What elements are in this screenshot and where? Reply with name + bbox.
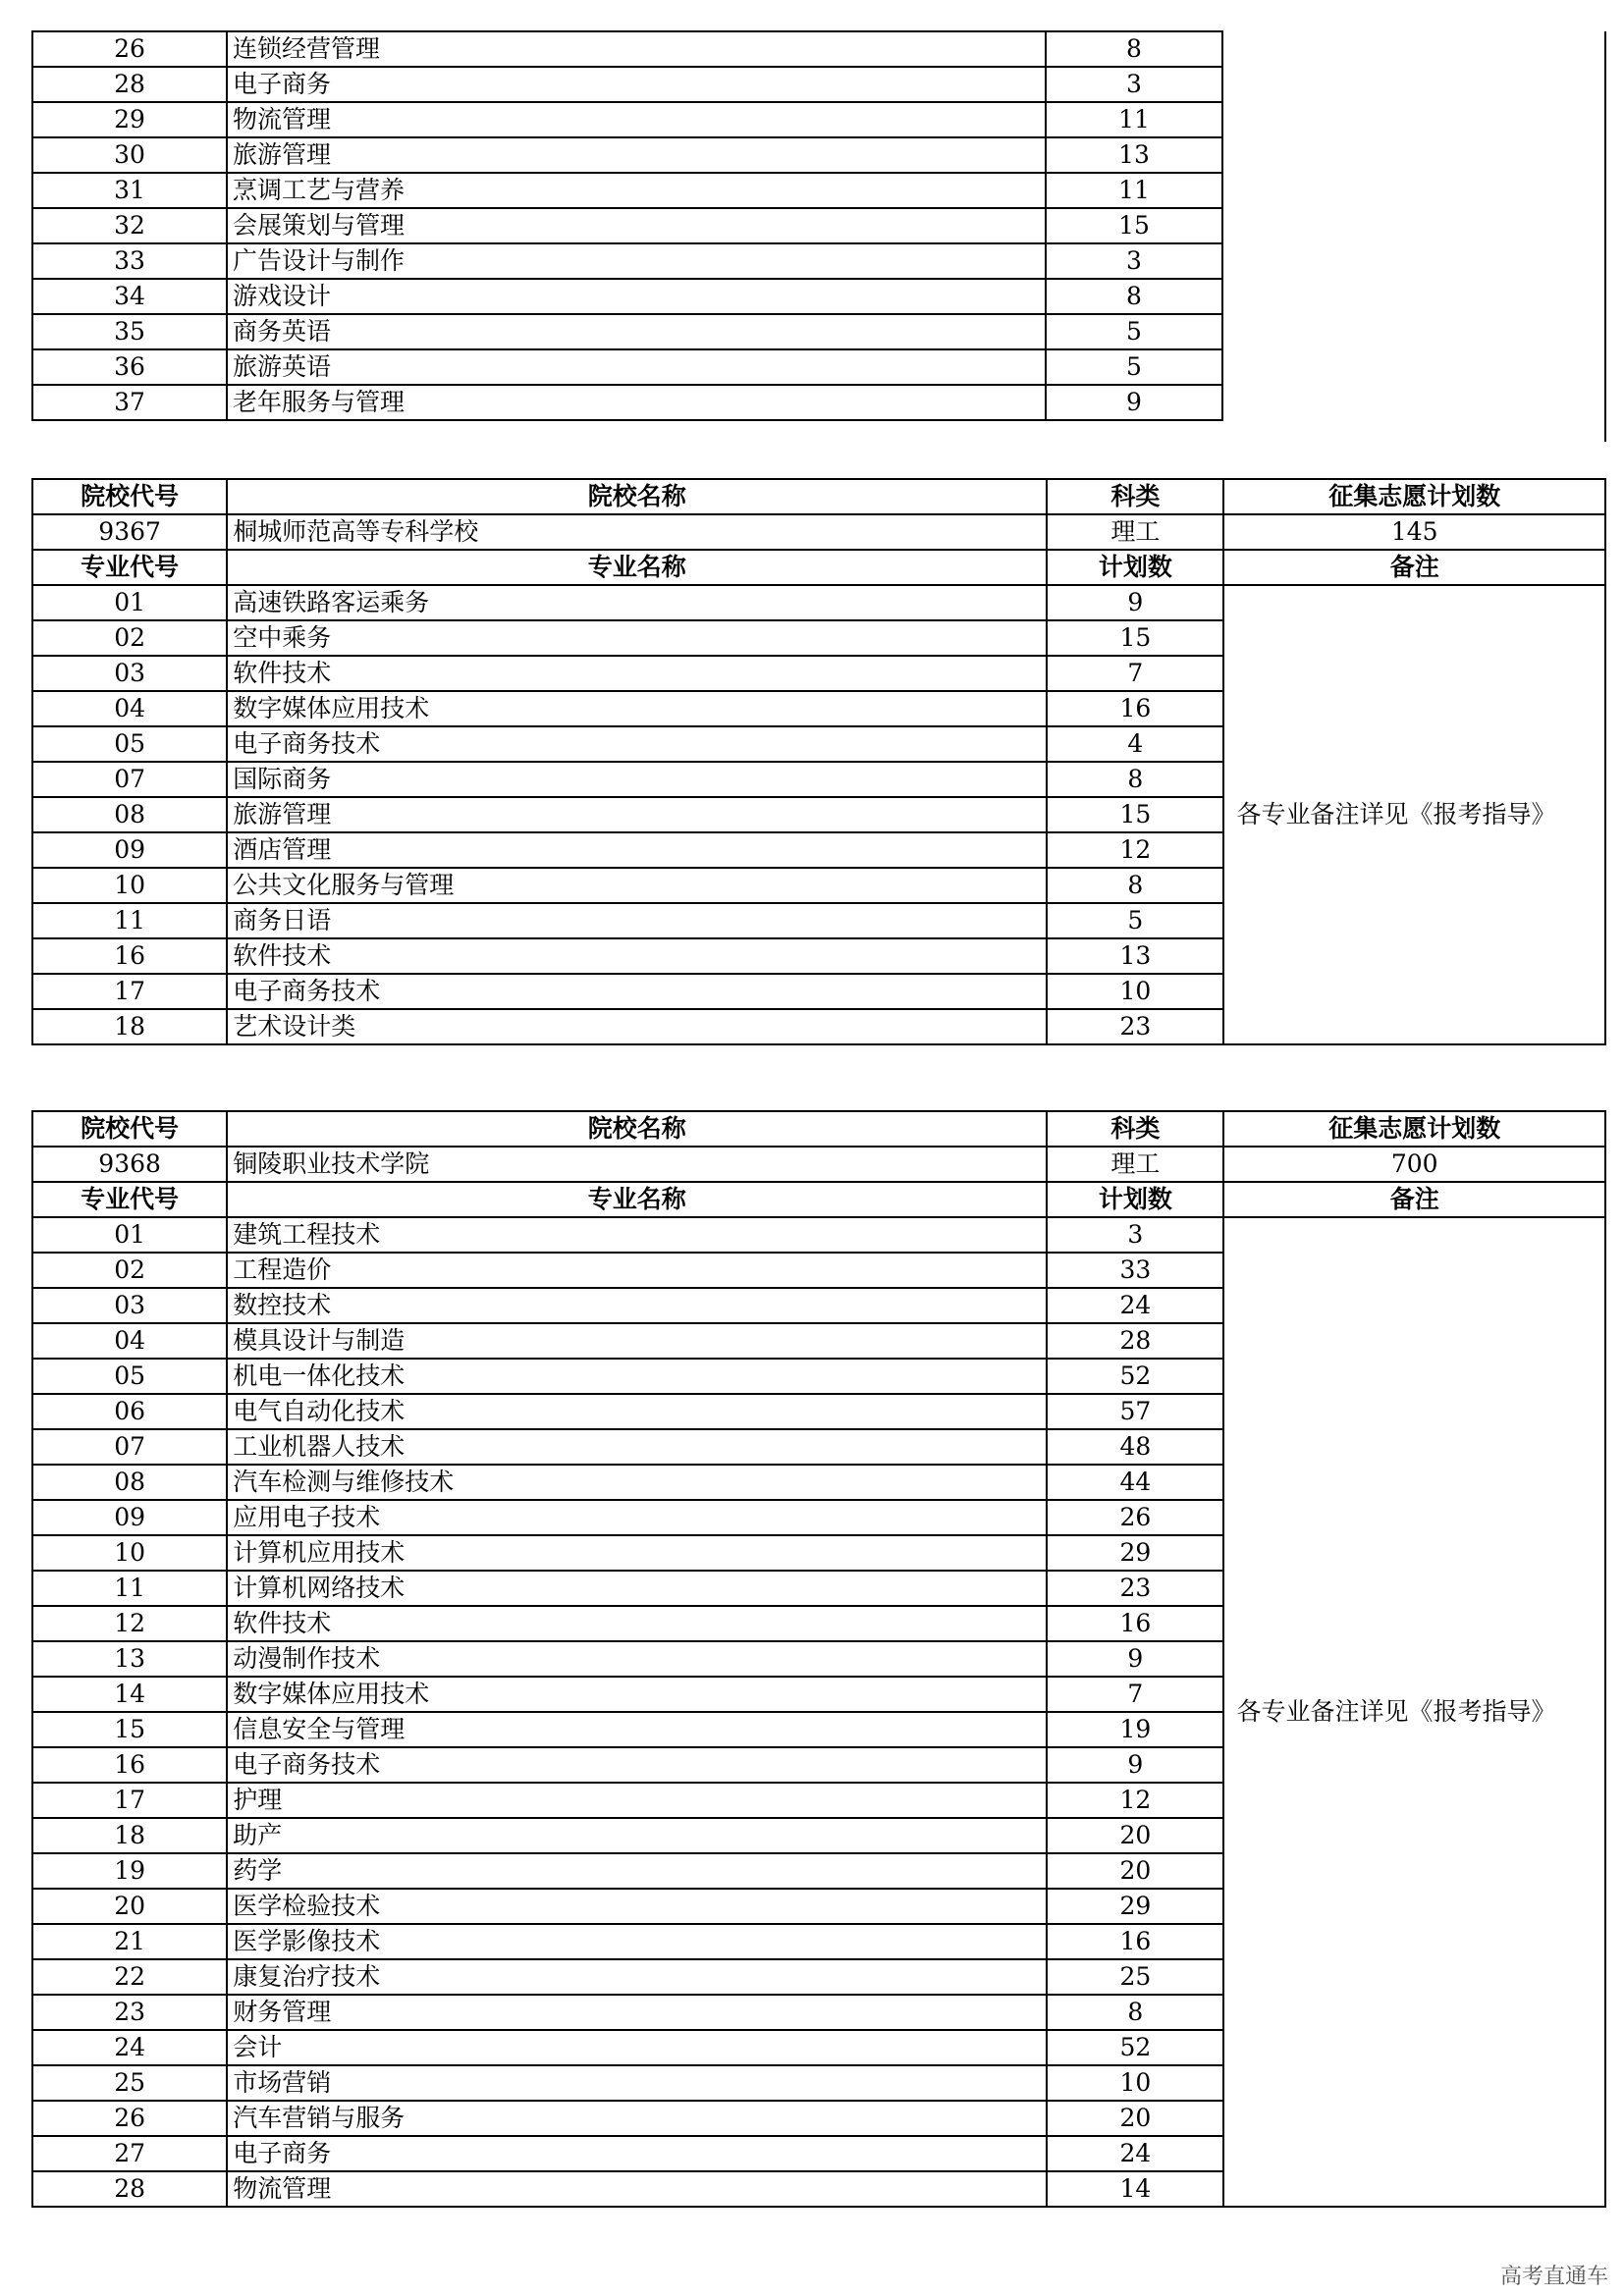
table-row bbox=[32, 102, 1222, 137]
header-category: 科类 bbox=[1047, 479, 1223, 514]
major-name: 药学 bbox=[227, 1853, 1047, 1889]
header-total-plan: 征集志愿计划数 bbox=[1223, 1111, 1605, 1147]
major-code: 21 bbox=[32, 1924, 227, 1959]
major-plan: 28 bbox=[1047, 1323, 1223, 1359]
table-row bbox=[32, 349, 1222, 385]
major-plan: 11 bbox=[1046, 102, 1222, 137]
major-code: 37 bbox=[32, 385, 227, 420]
header-remark: 备注 bbox=[1223, 1182, 1605, 1217]
major-name: 电子商务技术 bbox=[227, 974, 1047, 1009]
major-code: 24 bbox=[32, 2030, 227, 2065]
table-row bbox=[32, 585, 1605, 620]
major-name: 建筑工程技术 bbox=[227, 1217, 1047, 1253]
major-plan: 33 bbox=[1047, 1253, 1223, 1288]
major-name: 烹调工艺与营养 bbox=[227, 173, 1046, 208]
major-plan: 9 bbox=[1046, 385, 1222, 420]
major-plan: 16 bbox=[1047, 691, 1223, 726]
major-plan: 8 bbox=[1047, 1995, 1223, 2030]
major-header-row bbox=[32, 550, 1605, 585]
major-name: 软件技术 bbox=[227, 656, 1047, 691]
major-plan: 24 bbox=[1047, 2136, 1223, 2171]
major-plan: 26 bbox=[1047, 1500, 1223, 1535]
major-code: 17 bbox=[32, 1783, 227, 1818]
major-code: 02 bbox=[32, 620, 227, 656]
major-code: 35 bbox=[32, 314, 227, 349]
major-plan: 8 bbox=[1047, 868, 1223, 903]
major-name: 电子商务技术 bbox=[227, 726, 1047, 762]
major-code: 18 bbox=[32, 1009, 227, 1044]
major-code: 11 bbox=[32, 903, 227, 938]
school-table-9368 bbox=[31, 1110, 1606, 2208]
major-code: 03 bbox=[32, 656, 227, 691]
school-name: 桐城师范高等专科学校 bbox=[227, 514, 1047, 550]
table-row bbox=[32, 31, 1222, 67]
major-name: 动漫制作技术 bbox=[227, 1641, 1047, 1677]
major-name: 商务日语 bbox=[227, 903, 1047, 938]
major-code: 12 bbox=[32, 1606, 227, 1641]
major-name: 电子商务 bbox=[227, 2136, 1047, 2171]
header-category: 科类 bbox=[1047, 1111, 1223, 1147]
major-code: 09 bbox=[32, 1500, 227, 1535]
major-plan: 23 bbox=[1047, 1009, 1223, 1044]
major-plan: 8 bbox=[1047, 762, 1223, 797]
major-code: 07 bbox=[32, 1429, 227, 1465]
table-row bbox=[32, 67, 1222, 102]
major-name: 高速铁路客运乘务 bbox=[227, 585, 1047, 620]
major-code: 18 bbox=[32, 1818, 227, 1853]
major-plan: 5 bbox=[1046, 314, 1222, 349]
major-name: 电子商务技术 bbox=[227, 1747, 1047, 1783]
major-name: 老年服务与管理 bbox=[227, 385, 1046, 420]
major-code: 09 bbox=[32, 832, 227, 868]
school-code: 9368 bbox=[32, 1147, 227, 1182]
continued-table-body bbox=[32, 31, 1222, 420]
major-name: 信息安全与管理 bbox=[227, 1712, 1047, 1747]
major-code: 01 bbox=[32, 1217, 227, 1253]
header-major-name: 专业名称 bbox=[227, 550, 1047, 585]
school-total-plan: 145 bbox=[1223, 514, 1605, 550]
major-code: 05 bbox=[32, 1359, 227, 1394]
major-code: 04 bbox=[32, 691, 227, 726]
major-name: 广告设计与制作 bbox=[227, 243, 1046, 279]
major-name: 物流管理 bbox=[227, 2171, 1047, 2207]
major-plan: 8 bbox=[1046, 31, 1222, 67]
major-name: 机电一体化技术 bbox=[227, 1359, 1047, 1394]
major-name: 旅游管理 bbox=[227, 137, 1046, 173]
school-name: 铜陵职业技术学院 bbox=[227, 1147, 1047, 1182]
major-name: 康复治疗技术 bbox=[227, 1959, 1047, 1995]
major-code: 07 bbox=[32, 762, 227, 797]
major-code: 19 bbox=[32, 1853, 227, 1889]
major-plan: 44 bbox=[1047, 1465, 1223, 1500]
major-name: 物流管理 bbox=[227, 102, 1046, 137]
major-name: 会展策划与管理 bbox=[227, 208, 1046, 243]
major-header-row bbox=[32, 1182, 1605, 1217]
major-code: 16 bbox=[32, 938, 227, 974]
header-major-code: 专业代号 bbox=[32, 1182, 227, 1217]
major-name: 连锁经营管理 bbox=[227, 31, 1046, 67]
major-code: 11 bbox=[32, 1571, 227, 1606]
major-plan: 25 bbox=[1047, 1959, 1223, 1995]
major-plan: 7 bbox=[1047, 1677, 1223, 1712]
major-code: 26 bbox=[32, 31, 227, 67]
major-plan: 7 bbox=[1047, 656, 1223, 691]
major-code: 31 bbox=[32, 173, 227, 208]
major-plan: 24 bbox=[1047, 1288, 1223, 1323]
header-school-name: 院校名称 bbox=[227, 1111, 1047, 1147]
major-plan: 5 bbox=[1047, 903, 1223, 938]
major-code: 28 bbox=[32, 2171, 227, 2207]
table-row bbox=[32, 385, 1222, 420]
header-school-code: 院校代号 bbox=[32, 1111, 227, 1147]
major-code: 03 bbox=[32, 1288, 227, 1323]
major-code: 13 bbox=[32, 1641, 227, 1677]
major-name: 汽车检测与维修技术 bbox=[227, 1465, 1047, 1500]
major-code: 08 bbox=[32, 797, 227, 832]
major-plan: 52 bbox=[1047, 1359, 1223, 1394]
major-plan: 5 bbox=[1046, 349, 1222, 385]
major-plan: 13 bbox=[1046, 137, 1222, 173]
major-name: 助产 bbox=[227, 1818, 1047, 1853]
table-row bbox=[32, 208, 1222, 243]
major-plan: 11 bbox=[1046, 173, 1222, 208]
major-code: 33 bbox=[32, 243, 227, 279]
major-name: 旅游管理 bbox=[227, 797, 1047, 832]
major-plan: 52 bbox=[1047, 2030, 1223, 2065]
major-code: 20 bbox=[32, 1889, 227, 1924]
major-list bbox=[32, 1217, 1605, 2207]
school-header-row bbox=[32, 1111, 1605, 1147]
major-name: 计算机网络技术 bbox=[227, 1571, 1047, 1606]
major-plan: 9 bbox=[1047, 585, 1223, 620]
school-code: 9367 bbox=[32, 514, 227, 550]
major-plan: 48 bbox=[1047, 1429, 1223, 1465]
major-name: 会计 bbox=[227, 2030, 1047, 2065]
major-plan: 20 bbox=[1047, 2101, 1223, 2136]
major-plan: 12 bbox=[1047, 832, 1223, 868]
major-name: 工程造价 bbox=[227, 1253, 1047, 1288]
header-plan: 计划数 bbox=[1047, 550, 1223, 585]
source-watermark: 高考直通车 bbox=[1499, 2265, 1608, 2289]
table-row bbox=[32, 243, 1222, 279]
major-plan: 29 bbox=[1047, 1535, 1223, 1571]
major-code: 22 bbox=[32, 1959, 227, 1995]
major-name: 市场营销 bbox=[227, 2065, 1047, 2101]
table-row bbox=[32, 314, 1222, 349]
major-code: 02 bbox=[32, 1253, 227, 1288]
major-plan: 57 bbox=[1047, 1394, 1223, 1429]
major-code: 36 bbox=[32, 349, 227, 385]
major-code: 08 bbox=[32, 1465, 227, 1500]
major-plan: 3 bbox=[1046, 67, 1222, 102]
major-name: 数字媒体应用技术 bbox=[227, 691, 1047, 726]
major-code: 23 bbox=[32, 1995, 227, 2030]
major-plan: 23 bbox=[1047, 1571, 1223, 1606]
major-code: 16 bbox=[32, 1747, 227, 1783]
major-plan: 9 bbox=[1047, 1641, 1223, 1677]
major-plan: 20 bbox=[1047, 1853, 1223, 1889]
major-plan: 29 bbox=[1047, 1889, 1223, 1924]
major-code: 32 bbox=[32, 208, 227, 243]
school-table-9367 bbox=[31, 478, 1606, 1045]
major-plan: 3 bbox=[1047, 1217, 1223, 1253]
major-name: 公共文化服务与管理 bbox=[227, 868, 1047, 903]
continued-major-table bbox=[31, 30, 1223, 421]
major-list bbox=[32, 585, 1605, 1044]
major-plan: 16 bbox=[1047, 1606, 1223, 1641]
school-info-row bbox=[32, 514, 1605, 550]
school-header-row bbox=[32, 479, 1605, 514]
header-major-code: 专业代号 bbox=[32, 550, 227, 585]
major-name: 数控技术 bbox=[227, 1288, 1047, 1323]
table-row bbox=[32, 1217, 1605, 1253]
major-name: 游戏设计 bbox=[227, 279, 1046, 314]
major-code: 10 bbox=[32, 868, 227, 903]
major-name: 软件技术 bbox=[227, 1606, 1047, 1641]
major-plan: 13 bbox=[1047, 938, 1223, 974]
major-plan: 10 bbox=[1047, 974, 1223, 1009]
major-name: 旅游英语 bbox=[227, 349, 1046, 385]
major-plan: 10 bbox=[1047, 2065, 1223, 2101]
major-name: 财务管理 bbox=[227, 1995, 1047, 2030]
major-name: 模具设计与制造 bbox=[227, 1323, 1047, 1359]
major-name: 软件技术 bbox=[227, 938, 1047, 974]
remark-cell: 各专业备注详见《报考指导》 bbox=[1223, 585, 1605, 1044]
header-remark: 备注 bbox=[1223, 550, 1605, 585]
school-category: 理工 bbox=[1047, 514, 1223, 550]
major-name: 工业机器人技术 bbox=[227, 1429, 1047, 1465]
major-name: 电气自动化技术 bbox=[227, 1394, 1047, 1429]
major-plan: 8 bbox=[1046, 279, 1222, 314]
major-code: 15 bbox=[32, 1712, 227, 1747]
major-plan: 14 bbox=[1047, 2171, 1223, 2207]
major-code: 04 bbox=[32, 1323, 227, 1359]
school-info-row bbox=[32, 1147, 1605, 1182]
table-right-border bbox=[1604, 31, 1606, 442]
header-total-plan: 征集志愿计划数 bbox=[1223, 479, 1605, 514]
major-plan: 15 bbox=[1047, 620, 1223, 656]
major-code: 28 bbox=[32, 67, 227, 102]
major-plan: 3 bbox=[1046, 243, 1222, 279]
major-name: 医学影像技术 bbox=[227, 1924, 1047, 1959]
table-row bbox=[32, 137, 1222, 173]
major-code: 25 bbox=[32, 2065, 227, 2101]
school-category: 理工 bbox=[1047, 1147, 1223, 1182]
school-total-plan: 700 bbox=[1223, 1147, 1605, 1182]
major-name: 数字媒体应用技术 bbox=[227, 1677, 1047, 1712]
major-code: 01 bbox=[32, 585, 227, 620]
major-plan: 12 bbox=[1047, 1783, 1223, 1818]
major-plan: 15 bbox=[1046, 208, 1222, 243]
header-plan: 计划数 bbox=[1047, 1182, 1223, 1217]
major-name: 计算机应用技术 bbox=[227, 1535, 1047, 1571]
major-code: 17 bbox=[32, 974, 227, 1009]
major-name: 商务英语 bbox=[227, 314, 1046, 349]
header-major-name: 专业名称 bbox=[227, 1182, 1047, 1217]
header-school-code: 院校代号 bbox=[32, 479, 227, 514]
major-code: 10 bbox=[32, 1535, 227, 1571]
major-plan: 9 bbox=[1047, 1747, 1223, 1783]
major-name: 汽车营销与服务 bbox=[227, 2101, 1047, 2136]
major-plan: 16 bbox=[1047, 1924, 1223, 1959]
major-name: 国际商务 bbox=[227, 762, 1047, 797]
major-name: 应用电子技术 bbox=[227, 1500, 1047, 1535]
major-plan: 15 bbox=[1047, 797, 1223, 832]
major-name: 酒店管理 bbox=[227, 832, 1047, 868]
major-code: 26 bbox=[32, 2101, 227, 2136]
major-name: 艺术设计类 bbox=[227, 1009, 1047, 1044]
major-name: 医学检验技术 bbox=[227, 1889, 1047, 1924]
table-row bbox=[32, 173, 1222, 208]
major-name: 电子商务 bbox=[227, 67, 1046, 102]
major-code: 14 bbox=[32, 1677, 227, 1712]
major-plan: 4 bbox=[1047, 726, 1223, 762]
major-code: 30 bbox=[32, 137, 227, 173]
major-code: 29 bbox=[32, 102, 227, 137]
major-name: 空中乘务 bbox=[227, 620, 1047, 656]
major-name: 护理 bbox=[227, 1783, 1047, 1818]
major-code: 27 bbox=[32, 2136, 227, 2171]
remark-cell: 各专业备注详见《报考指导》 bbox=[1223, 1217, 1605, 2207]
table-row bbox=[32, 279, 1222, 314]
major-plan: 19 bbox=[1047, 1712, 1223, 1747]
header-school-name: 院校名称 bbox=[227, 479, 1047, 514]
major-plan: 20 bbox=[1047, 1818, 1223, 1853]
major-code: 05 bbox=[32, 726, 227, 762]
major-code: 34 bbox=[32, 279, 227, 314]
major-code: 06 bbox=[32, 1394, 227, 1429]
